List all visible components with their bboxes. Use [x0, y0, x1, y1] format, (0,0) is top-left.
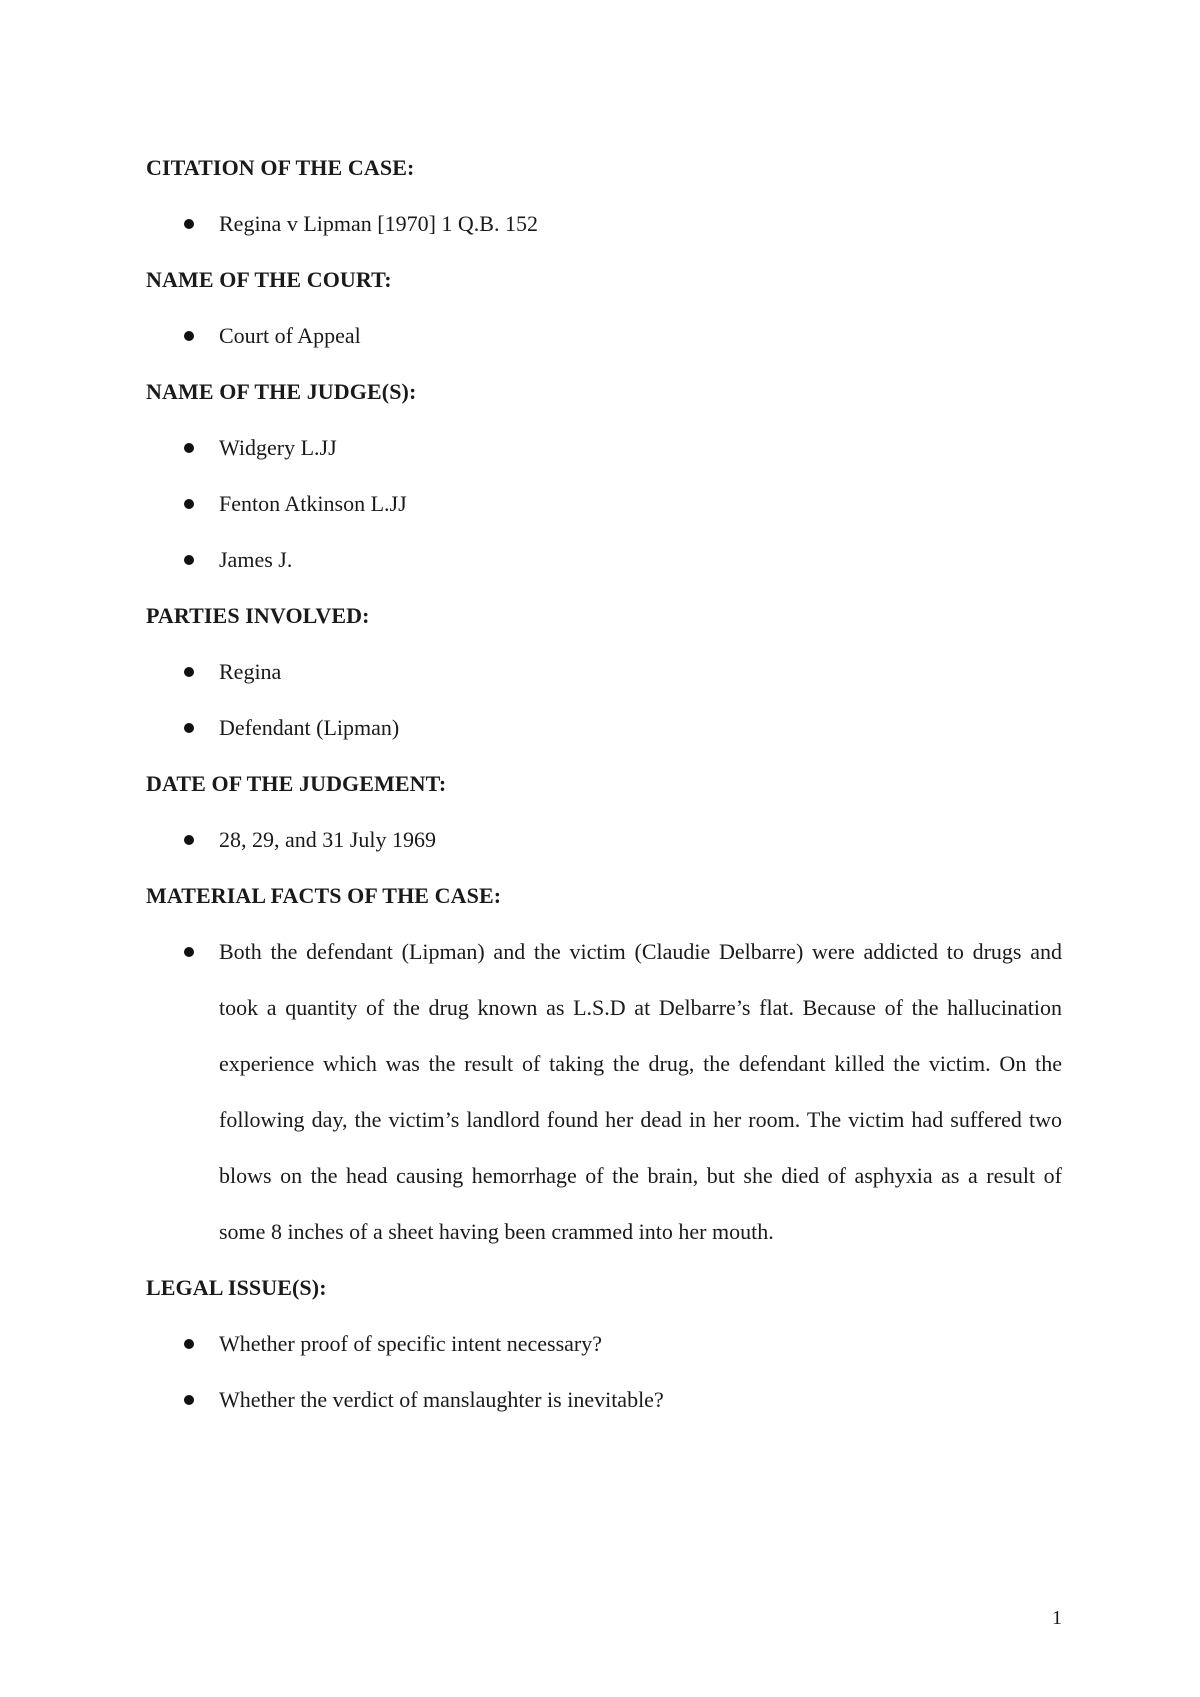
section-legal-issues — [146, 1260, 1062, 1428]
bullet-icon — [184, 219, 194, 229]
section-parties — [146, 588, 1062, 756]
bullet-icon — [184, 947, 194, 957]
bullet-icon — [184, 723, 194, 733]
list-item: Widgery L.JJ — [146, 420, 1062, 476]
list-item: James J. — [146, 532, 1062, 588]
bullet-list — [146, 644, 1062, 756]
list-item: Court of Appeal — [146, 308, 1062, 364]
list-item: Defendant (Lipman) — [146, 700, 1062, 756]
bullet-list — [146, 420, 1062, 588]
section-judges — [146, 364, 1062, 588]
document-content — [146, 140, 1062, 1428]
bullet-icon — [184, 1395, 194, 1405]
section-heading: NAME OF THE JUDGE(S): — [146, 379, 417, 404]
bullet-icon — [184, 443, 194, 453]
section-heading: LEGAL ISSUE(S): — [146, 1275, 327, 1300]
bullet-list — [146, 196, 1062, 252]
bullet-icon — [184, 499, 194, 509]
section-material-facts — [146, 868, 1062, 1260]
bullet-list — [146, 308, 1062, 364]
list-item: Whether proof of specific intent necessary? — [146, 1316, 1062, 1372]
list-item: Regina — [146, 644, 1062, 700]
list-item: Whether the verdict of manslaughter is inevitable? — [146, 1372, 1062, 1428]
section-heading: DATE OF THE JUDGEMENT: — [146, 771, 447, 796]
section-heading: CITATION OF THE CASE: — [146, 155, 415, 180]
page-number: 1 — [1052, 1607, 1062, 1629]
list-item: 28, 29, and 31 July 1969 — [146, 812, 1062, 868]
list-item: Both the defendant (Lipman) and the victim (Claudie Delbarre) were addicted to drugs and took a quantity of the drug known as L.S.D at Delbarre’s flat. Because of the hallucination experience which was the result of taking the drug, the defendant killed the victim. On the following day, the victim’s landlord found her dead in her room. The victim had suffered two blows on the head causing hemorrhage of the brain, but she died of asphyxia as a result of some 8 inches of a sheet having been crammed into her mouth. — [146, 924, 1062, 1260]
section-heading: PARTIES INVOLVED: — [146, 603, 370, 628]
bullet-list — [146, 1316, 1062, 1428]
bullet-icon — [184, 835, 194, 845]
section-date — [146, 756, 1062, 868]
section-heading: MATERIAL FACTS OF THE CASE: — [146, 883, 502, 908]
bullet-list — [146, 924, 1062, 1260]
bullet-icon — [184, 555, 194, 565]
list-item: Regina v Lipman [1970] 1 Q.B. 152 — [146, 196, 1062, 252]
section-citation — [146, 140, 1062, 252]
section-court — [146, 252, 1062, 364]
bullet-icon — [184, 667, 194, 677]
list-item: Fenton Atkinson L.JJ — [146, 476, 1062, 532]
bullet-list — [146, 812, 1062, 868]
bullet-icon — [184, 331, 194, 341]
section-heading: NAME OF THE COURT: — [146, 267, 392, 292]
bullet-icon — [184, 1339, 194, 1349]
